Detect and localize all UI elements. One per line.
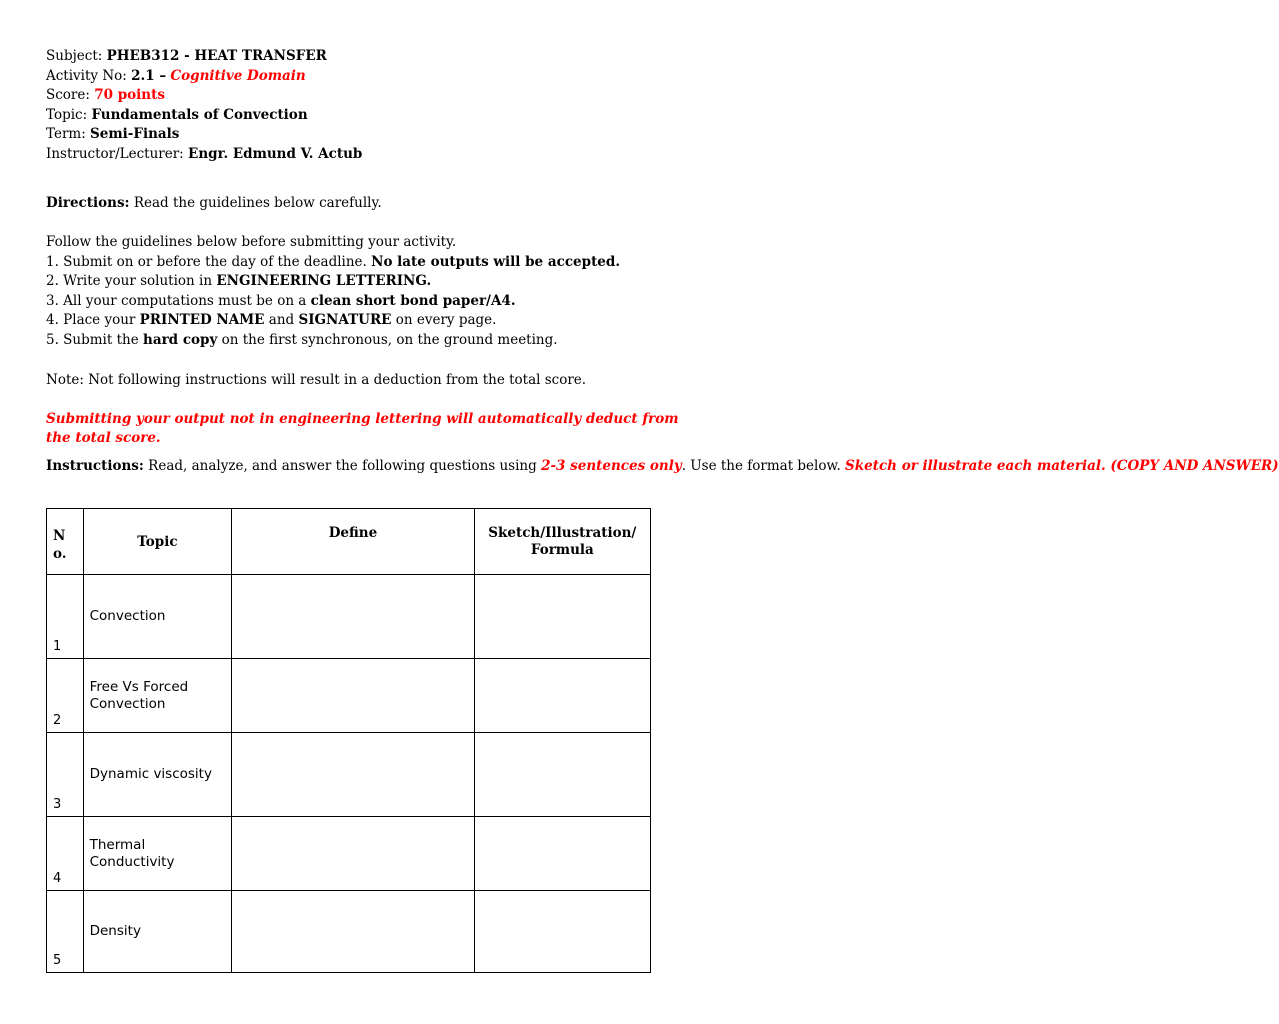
table-row bbox=[47, 575, 651, 659]
row-number: 2 bbox=[47, 659, 84, 733]
guidelines-intro: Follow the guidelines below before submitting your activity. bbox=[46, 234, 457, 250]
row-number: 5 bbox=[47, 891, 84, 973]
guidelines bbox=[46, 233, 620, 351]
subject-value: PHEB312 - HEAT TRANSFER bbox=[106, 48, 327, 64]
header-no: N o. bbox=[47, 509, 84, 575]
row-number: 4 bbox=[47, 817, 84, 891]
document-header bbox=[46, 47, 362, 165]
sketch-cell bbox=[474, 575, 650, 659]
define-cell bbox=[232, 817, 474, 891]
table-row bbox=[47, 659, 651, 733]
header-sketch: Sketch/Illustration/ Formula bbox=[474, 509, 650, 575]
sketch-cell bbox=[474, 659, 650, 733]
directions: Directions: Read the guidelines below carefully. bbox=[46, 195, 382, 211]
note: Note: Not following instructions will result in a deduction from the total score. bbox=[46, 372, 587, 388]
subject-line: Subject: PHEB312 - HEAT TRANSFER bbox=[46, 48, 327, 64]
warning-text: Submitting your output not in engineering lettering will automatically deduct from the total score. bbox=[46, 411, 679, 446]
define-cell bbox=[232, 575, 474, 659]
activity-number: 2.1 – bbox=[131, 67, 167, 84]
row-topic: Density bbox=[83, 891, 232, 973]
define-cell bbox=[232, 733, 474, 817]
topic-value: Fundamentals of Convection bbox=[91, 106, 308, 123]
instructor-line: Instructor/Lecturer: Engr. Edmund V. Actub bbox=[46, 145, 363, 162]
guideline-5: 5. Submit the hard copy on the first synchronous, on the ground meeting. bbox=[46, 331, 558, 348]
row-topic: Thermal Conductivity bbox=[83, 817, 232, 891]
row-topic: Dynamic viscosity bbox=[83, 733, 232, 817]
score-line: Score: 70 points bbox=[46, 87, 165, 104]
table-row bbox=[47, 817, 651, 891]
guideline-2: 2. Write your solution in ENGINEERING LETTERING. bbox=[46, 273, 432, 290]
instructions: Instructions: Read, analyze, and answer the following questions using 2-3 sentences only. Use the format below. Sketch or illustrate each material. (COPY AND ANSWER) bbox=[46, 458, 1279, 474]
define-cell bbox=[232, 659, 474, 733]
header-topic: Topic bbox=[83, 509, 232, 575]
term-line: Term: Semi-Finals bbox=[46, 126, 180, 143]
score-value: 70 points bbox=[94, 87, 165, 104]
sketch-cell bbox=[474, 817, 650, 891]
table-row bbox=[47, 891, 651, 973]
term-value: Semi-Finals bbox=[90, 126, 180, 143]
table-row bbox=[47, 733, 651, 817]
topic-line: Topic: Fundamentals of Convection bbox=[46, 106, 308, 123]
row-number: 1 bbox=[47, 575, 84, 659]
row-topic: Convection bbox=[83, 575, 232, 659]
guideline-3: 3. All your computations must be on a clean short bond paper/A4. bbox=[46, 292, 516, 309]
activity-line: Activity No: 2.1 – Cognitive Domain bbox=[46, 67, 306, 84]
table-header-row bbox=[47, 509, 651, 575]
instructor-value: Engr. Edmund V. Actub bbox=[188, 145, 363, 162]
sketch-cell bbox=[474, 891, 650, 973]
row-topic: Free Vs Forced Convection bbox=[83, 659, 232, 733]
guideline-1: 1. Submit on or before the day of the deadline. No late outputs will be accepted. bbox=[46, 253, 621, 270]
header-define: Define bbox=[232, 509, 474, 575]
row-number: 3 bbox=[47, 733, 84, 817]
define-cell bbox=[232, 891, 474, 973]
activity-domain: Cognitive Domain bbox=[170, 67, 306, 84]
answer-table bbox=[46, 508, 651, 973]
sketch-cell bbox=[474, 733, 650, 817]
guideline-4: 4. Place your PRINTED NAME and SIGNATURE on every page. bbox=[46, 312, 497, 329]
